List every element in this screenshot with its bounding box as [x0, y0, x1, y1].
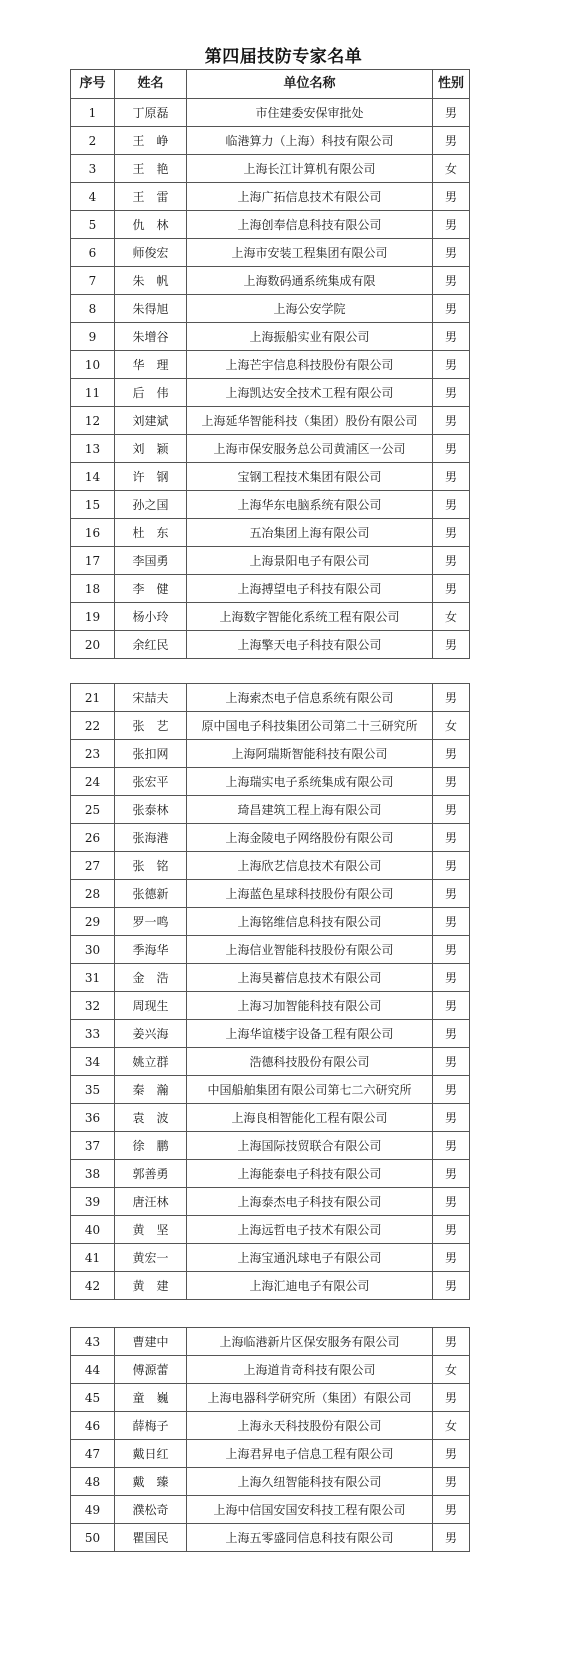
cell-sex: 男 — [433, 1216, 470, 1244]
table-row — [71, 1440, 470, 1468]
cell-name: 张 艺 — [115, 712, 187, 740]
table-row — [71, 824, 470, 852]
table-row — [71, 992, 470, 1020]
cell-org: 上海华谊楼宇设备工程有限公司 — [187, 1020, 433, 1048]
cell-name: 瞿国民 — [115, 1524, 187, 1552]
cell-no: 17 — [71, 547, 115, 575]
cell-org: 上海远哲电子技术有限公司 — [187, 1216, 433, 1244]
cell-org: 中国船舶集团有限公司第七二六研究所 — [187, 1076, 433, 1104]
cell-sex: 男 — [433, 684, 470, 712]
cell-no: 37 — [71, 1132, 115, 1160]
table-row — [71, 740, 470, 768]
cell-sex: 男 — [433, 852, 470, 880]
table-row — [71, 1356, 470, 1384]
table-row — [71, 519, 470, 547]
cell-sex: 男 — [433, 435, 470, 463]
table-row — [71, 768, 470, 796]
cell-sex: 男 — [433, 768, 470, 796]
cell-no: 25 — [71, 796, 115, 824]
cell-sex: 男 — [433, 1076, 470, 1104]
cell-sex: 男 — [433, 127, 470, 155]
cell-sex: 男 — [433, 1524, 470, 1552]
cell-no: 6 — [71, 239, 115, 267]
cell-no: 13 — [71, 435, 115, 463]
cell-name: 郭善勇 — [115, 1160, 187, 1188]
cell-org: 上海金陵电子网络股份有限公司 — [187, 824, 433, 852]
cell-no: 10 — [71, 351, 115, 379]
header-name: 姓名 — [115, 70, 187, 99]
cell-sex: 男 — [433, 1468, 470, 1496]
cell-sex: 女 — [433, 603, 470, 631]
cell-no: 11 — [71, 379, 115, 407]
cell-sex: 男 — [433, 964, 470, 992]
header-no: 序号 — [71, 70, 115, 99]
cell-no: 1 — [71, 99, 115, 127]
cell-no: 4 — [71, 183, 115, 211]
cell-org: 上海数码通系统集成有限 — [187, 267, 433, 295]
cell-name: 孙之国 — [115, 491, 187, 519]
table-row — [71, 211, 470, 239]
table-row — [71, 1384, 470, 1412]
table-row — [71, 936, 470, 964]
cell-no: 2 — [71, 127, 115, 155]
cell-no: 24 — [71, 768, 115, 796]
cell-sex: 男 — [433, 351, 470, 379]
table-row — [71, 1468, 470, 1496]
cell-sex: 男 — [433, 824, 470, 852]
cell-org: 上海凯达安全技术工程有限公司 — [187, 379, 433, 407]
cell-no: 18 — [71, 575, 115, 603]
header-org: 单位名称 — [187, 70, 433, 99]
cell-name: 许 钢 — [115, 463, 187, 491]
table-row — [71, 267, 470, 295]
table-row — [71, 1328, 470, 1356]
cell-no: 29 — [71, 908, 115, 936]
cell-name: 杨小玲 — [115, 603, 187, 631]
table-row — [71, 1496, 470, 1524]
cell-name: 张海港 — [115, 824, 187, 852]
cell-sex: 男 — [433, 547, 470, 575]
cell-sex: 男 — [433, 491, 470, 519]
cell-name: 薛梅子 — [115, 1412, 187, 1440]
table-row — [71, 155, 470, 183]
cell-sex: 男 — [433, 323, 470, 351]
cell-name: 刘 颖 — [115, 435, 187, 463]
cell-org: 上海搏望电子科技有限公司 — [187, 575, 433, 603]
cell-org: 上海创奉信息科技有限公司 — [187, 211, 433, 239]
table-row — [71, 852, 470, 880]
cell-sex: 男 — [433, 183, 470, 211]
cell-sex: 男 — [433, 796, 470, 824]
cell-no: 23 — [71, 740, 115, 768]
cell-no: 28 — [71, 880, 115, 908]
cell-name: 王 雷 — [115, 183, 187, 211]
table-row — [71, 99, 470, 127]
table-row — [71, 631, 470, 659]
cell-org: 上海久纽智能科技有限公司 — [187, 1468, 433, 1496]
cell-no: 35 — [71, 1076, 115, 1104]
cell-org: 上海五零盛同信息科技有限公司 — [187, 1524, 433, 1552]
cell-org: 上海广拓信息技术有限公司 — [187, 183, 433, 211]
cell-org: 上海国际技贸联合有限公司 — [187, 1132, 433, 1160]
cell-sex: 男 — [433, 407, 470, 435]
cell-org: 上海昊蓄信息技术有限公司 — [187, 964, 433, 992]
cell-name: 金 浩 — [115, 964, 187, 992]
cell-no: 45 — [71, 1384, 115, 1412]
cell-org: 上海索杰电子信息系统有限公司 — [187, 684, 433, 712]
cell-org: 上海振船实业有限公司 — [187, 323, 433, 351]
cell-name: 杜 东 — [115, 519, 187, 547]
cell-name: 袁 波 — [115, 1104, 187, 1132]
cell-sex: 男 — [433, 1384, 470, 1412]
cell-name: 黄 建 — [115, 1272, 187, 1300]
table-row — [71, 547, 470, 575]
cell-org: 上海延华智能科技（集团）股份有限公司 — [187, 407, 433, 435]
cell-sex: 男 — [433, 575, 470, 603]
cell-sex: 男 — [433, 1440, 470, 1468]
cell-no: 41 — [71, 1244, 115, 1272]
cell-name: 张宏平 — [115, 768, 187, 796]
cell-org: 上海景阳电子有限公司 — [187, 547, 433, 575]
cell-sex: 女 — [433, 1412, 470, 1440]
expert-table-part-1 — [70, 69, 470, 659]
cell-name: 王 艳 — [115, 155, 187, 183]
cell-org: 上海习加智能科技有限公司 — [187, 992, 433, 1020]
cell-sex: 女 — [433, 712, 470, 740]
cell-name: 黄宏一 — [115, 1244, 187, 1272]
table-row — [71, 323, 470, 351]
cell-name: 朱 帆 — [115, 267, 187, 295]
cell-name: 戴 臻 — [115, 1468, 187, 1496]
cell-org: 上海临港新片区保安服务有限公司 — [187, 1328, 433, 1356]
cell-name: 姚立群 — [115, 1048, 187, 1076]
table-row — [71, 1076, 470, 1104]
cell-sex: 男 — [433, 1104, 470, 1132]
cell-sex: 男 — [433, 1020, 470, 1048]
cell-name: 后 伟 — [115, 379, 187, 407]
cell-name: 宋喆夫 — [115, 684, 187, 712]
cell-name: 王 峥 — [115, 127, 187, 155]
table-row — [71, 712, 470, 740]
cell-no: 30 — [71, 936, 115, 964]
cell-no: 44 — [71, 1356, 115, 1384]
table-row — [71, 1132, 470, 1160]
cell-sex: 女 — [433, 155, 470, 183]
cell-name: 华 理 — [115, 351, 187, 379]
table-header-row — [71, 70, 470, 99]
cell-name: 张德新 — [115, 880, 187, 908]
cell-sex: 男 — [433, 1244, 470, 1272]
table-row — [71, 1160, 470, 1188]
cell-org: 上海道肯奇科技有限公司 — [187, 1356, 433, 1384]
cell-name: 姜兴海 — [115, 1020, 187, 1048]
cell-org: 上海瑞实电子系统集成有限公司 — [187, 768, 433, 796]
table-row — [71, 1104, 470, 1132]
cell-sex: 男 — [433, 631, 470, 659]
cell-org: 上海君昇电子信息工程有限公司 — [187, 1440, 433, 1468]
table-row — [71, 239, 470, 267]
cell-sex: 男 — [433, 1160, 470, 1188]
cell-no: 27 — [71, 852, 115, 880]
cell-sex: 男 — [433, 936, 470, 964]
table-row — [71, 1244, 470, 1272]
cell-sex: 男 — [433, 1188, 470, 1216]
cell-no: 5 — [71, 211, 115, 239]
table-row — [71, 603, 470, 631]
cell-no: 8 — [71, 295, 115, 323]
cell-org: 上海欣艺信息技术有限公司 — [187, 852, 433, 880]
table-row — [71, 1048, 470, 1076]
document-title: 第四届技防专家名单 — [204, 47, 363, 67]
cell-org: 上海良相智能化工程有限公司 — [187, 1104, 433, 1132]
cell-name: 童 巍 — [115, 1384, 187, 1412]
cell-no: 19 — [71, 603, 115, 631]
cell-name: 周现生 — [115, 992, 187, 1020]
cell-org: 上海华东电脑系统有限公司 — [187, 491, 433, 519]
cell-name: 季海华 — [115, 936, 187, 964]
cell-name: 罗一鸣 — [115, 908, 187, 936]
cell-org: 五冶集团上海有限公司 — [187, 519, 433, 547]
cell-org: 上海长江计算机有限公司 — [187, 155, 433, 183]
table-row — [71, 127, 470, 155]
cell-sex: 男 — [433, 880, 470, 908]
cell-name: 朱增谷 — [115, 323, 187, 351]
table-row — [71, 351, 470, 379]
cell-org: 临港算力（上海）科技有限公司 — [187, 127, 433, 155]
cell-org: 上海电器科学研究所（集团）有限公司 — [187, 1384, 433, 1412]
cell-name: 仇 林 — [115, 211, 187, 239]
cell-org: 宝钢工程技术集团有限公司 — [187, 463, 433, 491]
cell-name: 戴日红 — [115, 1440, 187, 1468]
table-row — [71, 463, 470, 491]
table-row — [71, 964, 470, 992]
cell-org: 浩德科技股份有限公司 — [187, 1048, 433, 1076]
table-row — [71, 1216, 470, 1244]
table-row — [71, 1412, 470, 1440]
cell-no: 48 — [71, 1468, 115, 1496]
table-row — [71, 183, 470, 211]
cell-name: 张泰林 — [115, 796, 187, 824]
cell-no: 33 — [71, 1020, 115, 1048]
cell-name: 濮松奇 — [115, 1496, 187, 1524]
cell-name: 曹建中 — [115, 1328, 187, 1356]
expert-table-part-2 — [70, 683, 470, 1300]
table-row — [71, 1020, 470, 1048]
cell-sex: 男 — [433, 740, 470, 768]
cell-org: 上海市保安服务总公司黄浦区一公司 — [187, 435, 433, 463]
cell-no: 40 — [71, 1216, 115, 1244]
cell-no: 3 — [71, 155, 115, 183]
table-row — [71, 295, 470, 323]
cell-sex: 男 — [433, 99, 470, 127]
cell-no: 14 — [71, 463, 115, 491]
cell-org: 上海宝通汎球电子有限公司 — [187, 1244, 433, 1272]
cell-org: 上海永天科技股份有限公司 — [187, 1412, 433, 1440]
cell-name: 张 铭 — [115, 852, 187, 880]
cell-sex: 男 — [433, 463, 470, 491]
cell-name: 余红民 — [115, 631, 187, 659]
cell-org: 上海中信国安国安科技工程有限公司 — [187, 1496, 433, 1524]
cell-sex: 男 — [433, 519, 470, 547]
cell-sex: 男 — [433, 1496, 470, 1524]
cell-name: 唐汪林 — [115, 1188, 187, 1216]
cell-sex: 男 — [433, 379, 470, 407]
cell-no: 9 — [71, 323, 115, 351]
cell-name: 朱得旭 — [115, 295, 187, 323]
cell-no: 47 — [71, 1440, 115, 1468]
cell-org: 上海擎天电子科技有限公司 — [187, 631, 433, 659]
table-row — [71, 407, 470, 435]
cell-org: 琦昌建筑工程上海有限公司 — [187, 796, 433, 824]
table-row — [71, 684, 470, 712]
cell-sex: 男 — [433, 1048, 470, 1076]
cell-name: 师俊宏 — [115, 239, 187, 267]
table-row — [71, 796, 470, 824]
cell-org: 上海阿瑞斯智能科技有限公司 — [187, 740, 433, 768]
cell-org: 市住建委安保审批处 — [187, 99, 433, 127]
cell-no: 38 — [71, 1160, 115, 1188]
cell-no: 20 — [71, 631, 115, 659]
cell-no: 16 — [71, 519, 115, 547]
cell-no: 31 — [71, 964, 115, 992]
cell-sex: 女 — [433, 1356, 470, 1384]
cell-org: 上海信业智能科技股份有限公司 — [187, 936, 433, 964]
cell-org: 上海蓝色星球科技股份有限公司 — [187, 880, 433, 908]
cell-name: 李国勇 — [115, 547, 187, 575]
cell-sex: 男 — [433, 908, 470, 936]
cell-name: 秦 瀚 — [115, 1076, 187, 1104]
cell-name: 黄 坚 — [115, 1216, 187, 1244]
cell-sex: 男 — [433, 267, 470, 295]
cell-no: 49 — [71, 1496, 115, 1524]
table-row — [71, 1272, 470, 1300]
header-sex: 性别 — [433, 70, 470, 99]
cell-org: 上海能泰电子科技有限公司 — [187, 1160, 433, 1188]
cell-no: 34 — [71, 1048, 115, 1076]
cell-org: 上海公安学院 — [187, 295, 433, 323]
cell-name: 李 健 — [115, 575, 187, 603]
cell-sex: 男 — [433, 1272, 470, 1300]
cell-no: 36 — [71, 1104, 115, 1132]
expert-table-part-3 — [70, 1327, 470, 1552]
cell-no: 39 — [71, 1188, 115, 1216]
cell-sex: 男 — [433, 1328, 470, 1356]
cell-no: 42 — [71, 1272, 115, 1300]
table-row — [71, 1188, 470, 1216]
table-row — [71, 1524, 470, 1552]
table-row — [71, 491, 470, 519]
cell-no: 46 — [71, 1412, 115, 1440]
cell-org: 上海市安装工程集团有限公司 — [187, 239, 433, 267]
cell-no: 26 — [71, 824, 115, 852]
cell-name: 徐 鹏 — [115, 1132, 187, 1160]
cell-sex: 男 — [433, 211, 470, 239]
cell-name: 丁原磊 — [115, 99, 187, 127]
cell-no: 22 — [71, 712, 115, 740]
table-row — [71, 435, 470, 463]
cell-org: 上海铭维信息科技有限公司 — [187, 908, 433, 936]
cell-org: 上海芒宇信息科技股份有限公司 — [187, 351, 433, 379]
cell-org: 上海汇迪电子有限公司 — [187, 1272, 433, 1300]
cell-name: 傅源蕾 — [115, 1356, 187, 1384]
cell-name: 刘建斌 — [115, 407, 187, 435]
cell-no: 7 — [71, 267, 115, 295]
cell-no: 21 — [71, 684, 115, 712]
cell-org: 上海数字智能化系统工程有限公司 — [187, 603, 433, 631]
cell-no: 50 — [71, 1524, 115, 1552]
cell-sex: 男 — [433, 1132, 470, 1160]
cell-name: 张扣网 — [115, 740, 187, 768]
table-row — [71, 379, 470, 407]
cell-sex: 男 — [433, 295, 470, 323]
table-row — [71, 908, 470, 936]
table-row — [71, 880, 470, 908]
cell-no: 32 — [71, 992, 115, 1020]
cell-no: 12 — [71, 407, 115, 435]
cell-org: 上海泰杰电子科技有限公司 — [187, 1188, 433, 1216]
cell-sex: 男 — [433, 239, 470, 267]
table-row — [71, 575, 470, 603]
cell-no: 43 — [71, 1328, 115, 1356]
cell-org: 原中国电子科技集团公司第二十三研究所 — [187, 712, 433, 740]
cell-no: 15 — [71, 491, 115, 519]
cell-sex: 男 — [433, 992, 470, 1020]
